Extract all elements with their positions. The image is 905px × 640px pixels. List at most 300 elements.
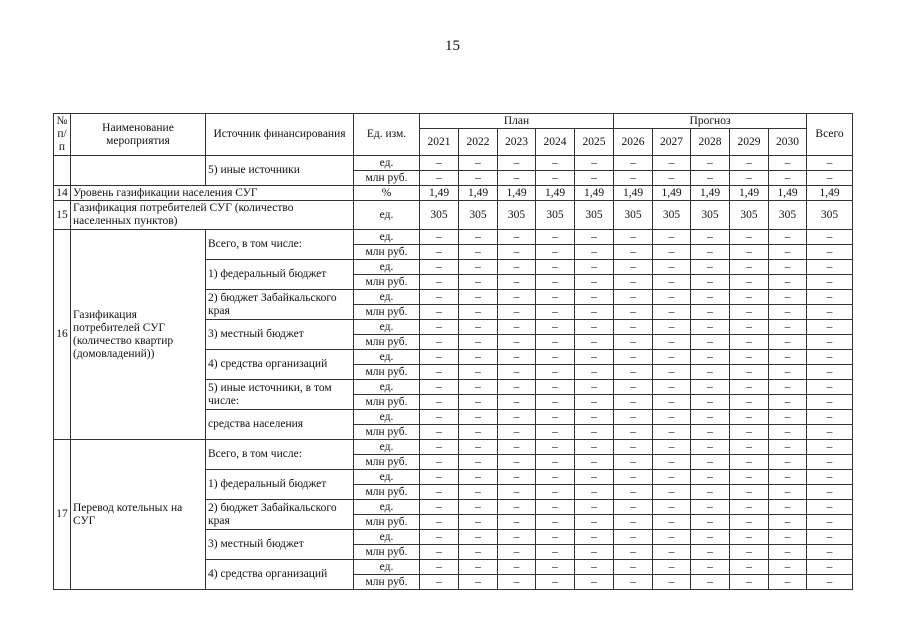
cell-dash: – <box>459 350 498 365</box>
cell-dash: – <box>575 545 614 560</box>
value-cell: 305 <box>614 201 653 230</box>
cell-dash: – <box>807 530 853 545</box>
value-cell: 1,49 <box>653 186 691 201</box>
cell-dash: – <box>498 410 536 425</box>
cell-dash: – <box>653 335 691 350</box>
measure-name: Газификация потребителей СУГ (количество населенных пунктов) <box>71 201 354 230</box>
cell-dash: – <box>653 560 691 575</box>
cell-dash: – <box>536 305 575 320</box>
cell-dash: – <box>769 545 807 560</box>
cell-dash: – <box>575 260 614 275</box>
cell-dash: – <box>459 230 498 245</box>
cell-dash: – <box>536 380 575 395</box>
cell-dash: – <box>691 470 730 485</box>
header-source: Источник финансирования <box>206 114 354 156</box>
value-cell: 1,49 <box>730 186 769 201</box>
cell-dash: – <box>459 260 498 275</box>
cell-dash: – <box>420 440 459 455</box>
unit-cell: ед. <box>354 260 420 275</box>
cell-dash: – <box>459 171 498 186</box>
cell-dash: – <box>807 380 853 395</box>
cell-dash: – <box>653 305 691 320</box>
cell-dash: – <box>575 171 614 186</box>
cell-dash: – <box>807 305 853 320</box>
cell-dash: – <box>730 305 769 320</box>
cell-dash: – <box>459 320 498 335</box>
cell-dash: – <box>653 260 691 275</box>
cell-dash: – <box>807 545 853 560</box>
cell-dash: – <box>653 380 691 395</box>
unit-cell: ед. <box>354 156 420 171</box>
unit-cell: ед. <box>354 350 420 365</box>
unit-cell: ед. <box>354 500 420 515</box>
cell-dash: – <box>807 485 853 500</box>
cell-dash: – <box>575 380 614 395</box>
source-cell: 1) федеральный бюджет <box>206 470 354 500</box>
cell-dash: – <box>536 290 575 305</box>
cell-dash: – <box>459 410 498 425</box>
unit-cell: ед. <box>354 380 420 395</box>
cell-dash: – <box>691 260 730 275</box>
cell-dash: – <box>420 245 459 260</box>
value-cell: 305 <box>769 201 807 230</box>
cell-dash: – <box>807 470 853 485</box>
unit-cell: млн руб. <box>354 455 420 470</box>
cell-dash: – <box>420 275 459 290</box>
cell-dash: – <box>769 515 807 530</box>
value-cell: 305 <box>691 201 730 230</box>
cell-dash: – <box>614 156 653 171</box>
cell-dash: – <box>498 305 536 320</box>
row17-row <box>54 440 853 455</box>
cell-dash: – <box>420 425 459 440</box>
cell-dash: – <box>536 485 575 500</box>
cell-dash: – <box>575 335 614 350</box>
cell-dash: – <box>536 500 575 515</box>
cell-dash: – <box>769 350 807 365</box>
unit-cell: млн руб. <box>354 305 420 320</box>
cell-dash: – <box>769 290 807 305</box>
header-year: 2024 <box>536 129 575 156</box>
cell-dash: – <box>653 171 691 186</box>
value-cell: 1,49 <box>769 186 807 201</box>
cell-dash: – <box>691 320 730 335</box>
cell-dash: – <box>536 365 575 380</box>
cell-dash: – <box>420 260 459 275</box>
cell-dash: – <box>614 575 653 590</box>
row-number: 16 <box>54 230 71 440</box>
cell-dash: – <box>575 290 614 305</box>
cell-dash: – <box>498 335 536 350</box>
cell-dash: – <box>614 515 653 530</box>
row-number: 15 <box>54 201 71 230</box>
cell-dash: – <box>614 275 653 290</box>
cell-dash: – <box>691 410 730 425</box>
cell-dash: – <box>575 245 614 260</box>
cell-dash: – <box>536 455 575 470</box>
cell-dash: – <box>807 575 853 590</box>
cell-dash: – <box>769 485 807 500</box>
cell-dash: – <box>653 425 691 440</box>
cell-dash: – <box>691 305 730 320</box>
cell-dash: – <box>807 171 853 186</box>
value-cell: 1,49 <box>536 186 575 201</box>
source-cell: Всего, в том числе: <box>206 440 354 470</box>
cell-dash: – <box>459 560 498 575</box>
cell-dash: – <box>575 575 614 590</box>
cell-dash: – <box>614 335 653 350</box>
unit-cell: млн руб. <box>354 365 420 380</box>
cell-dash: – <box>498 350 536 365</box>
cell-dash: – <box>459 575 498 590</box>
cell-dash: – <box>807 455 853 470</box>
source-cell: 2) бюджет Забайкальского края <box>206 500 354 530</box>
cell-dash: – <box>730 515 769 530</box>
cell-dash: – <box>498 515 536 530</box>
cell-dash: – <box>614 530 653 545</box>
cell-dash: – <box>769 335 807 350</box>
cell-dash: – <box>730 350 769 365</box>
cell-dash: – <box>575 395 614 410</box>
cell-dash: – <box>769 500 807 515</box>
cell-dash: – <box>420 530 459 545</box>
source-cell: 5) иные источники <box>206 156 354 186</box>
cell-dash: – <box>691 395 730 410</box>
cell-dash: – <box>420 500 459 515</box>
cell-dash: – <box>498 380 536 395</box>
cell-dash: – <box>459 380 498 395</box>
value-cell: 305 <box>536 201 575 230</box>
cell-dash: – <box>498 260 536 275</box>
cell-dash: – <box>575 515 614 530</box>
header-forecast: Прогноз <box>614 114 807 129</box>
cell-dash: – <box>653 290 691 305</box>
cell-dash: – <box>653 575 691 590</box>
cell-dash: – <box>575 350 614 365</box>
cell-dash: – <box>420 455 459 470</box>
cell-dash: – <box>420 365 459 380</box>
cell-dash: – <box>536 275 575 290</box>
cell-dash: – <box>498 575 536 590</box>
cell-dash: – <box>420 485 459 500</box>
row-number: 17 <box>54 440 71 590</box>
cell-dash: – <box>498 545 536 560</box>
cell-dash: – <box>459 275 498 290</box>
cell-dash: – <box>730 156 769 171</box>
cell-dash: – <box>730 335 769 350</box>
cell-dash: – <box>498 395 536 410</box>
cell-dash: – <box>614 380 653 395</box>
unit-cell: ед. <box>354 440 420 455</box>
cell-dash: – <box>498 440 536 455</box>
cell-dash: – <box>691 485 730 500</box>
cell-dash: – <box>769 365 807 380</box>
cell-dash: – <box>730 260 769 275</box>
cell-dash: – <box>730 275 769 290</box>
cell-dash: – <box>807 260 853 275</box>
cell-dash: – <box>769 380 807 395</box>
cell-dash: – <box>614 365 653 380</box>
cell-dash: – <box>691 530 730 545</box>
cell-dash: – <box>614 485 653 500</box>
cell-dash: – <box>730 245 769 260</box>
cell-dash: – <box>730 230 769 245</box>
unit-cell: ед. <box>354 470 420 485</box>
cell-dash: – <box>420 545 459 560</box>
cell-dash: – <box>769 410 807 425</box>
cell-dash: – <box>691 275 730 290</box>
cell-dash: – <box>691 380 730 395</box>
cell-dash: – <box>498 470 536 485</box>
value-cell: 305 <box>459 201 498 230</box>
unit-cell: млн руб. <box>354 245 420 260</box>
cell-dash: – <box>653 545 691 560</box>
cell-dash: – <box>498 290 536 305</box>
cell-dash: – <box>691 245 730 260</box>
cell-dash: – <box>575 305 614 320</box>
cell-dash: – <box>730 560 769 575</box>
cell-dash: – <box>498 275 536 290</box>
header-unit: Ед. изм. <box>354 114 420 156</box>
row-15 <box>54 201 853 230</box>
cell-dash: – <box>769 560 807 575</box>
cell-dash: – <box>420 230 459 245</box>
cell-dash: – <box>459 500 498 515</box>
cell-dash: – <box>498 230 536 245</box>
cell-dash: – <box>420 395 459 410</box>
cell-dash: – <box>653 410 691 425</box>
cell-dash: – <box>536 560 575 575</box>
cell-dash: – <box>536 171 575 186</box>
cell-dash: – <box>575 470 614 485</box>
cell-dash: – <box>459 156 498 171</box>
cell-dash: – <box>807 290 853 305</box>
cell-dash: – <box>653 230 691 245</box>
header-year: 2028 <box>691 129 730 156</box>
header-plan: План <box>420 114 614 129</box>
unit-cell: млн руб. <box>354 545 420 560</box>
unit-cell: млн руб. <box>354 335 420 350</box>
unit-cell: млн руб. <box>354 395 420 410</box>
cell-dash: – <box>614 260 653 275</box>
header-year: 2027 <box>653 129 691 156</box>
cell-dash: – <box>459 440 498 455</box>
cell-dash: – <box>769 425 807 440</box>
cell-dash: – <box>691 500 730 515</box>
cell-dash: – <box>730 380 769 395</box>
unit-cell: ед. <box>354 560 420 575</box>
cell-dash: – <box>691 350 730 365</box>
cell-dash: – <box>691 575 730 590</box>
cell-dash: – <box>691 455 730 470</box>
cell-dash: – <box>614 395 653 410</box>
cell-dash: – <box>420 156 459 171</box>
cell-dash: – <box>730 425 769 440</box>
cell-dash: – <box>575 365 614 380</box>
cell-dash: – <box>769 440 807 455</box>
cell-dash: – <box>730 410 769 425</box>
cell-dash: – <box>614 410 653 425</box>
cell-dash: – <box>614 320 653 335</box>
value-cell: 305 <box>420 201 459 230</box>
source-cell: 1) федеральный бюджет <box>206 260 354 290</box>
cell-dash: – <box>769 245 807 260</box>
cell-dash: – <box>807 500 853 515</box>
cell-dash: – <box>420 171 459 186</box>
cell-dash: – <box>730 171 769 186</box>
cell-dash: – <box>653 245 691 260</box>
cell-dash: – <box>769 320 807 335</box>
cell-dash: – <box>536 530 575 545</box>
header-year: 2025 <box>575 129 614 156</box>
cell-dash: – <box>653 320 691 335</box>
cell-dash: – <box>459 515 498 530</box>
cell-dash: – <box>769 455 807 470</box>
cell-dash: – <box>459 335 498 350</box>
cell-dash: – <box>769 260 807 275</box>
cell-dash: – <box>575 560 614 575</box>
cell-dash: – <box>459 485 498 500</box>
value-cell: 1,49 <box>575 186 614 201</box>
cell-dash: – <box>459 545 498 560</box>
cell-dash: – <box>420 350 459 365</box>
cell-dash: – <box>653 530 691 545</box>
unit-cell: ед. <box>354 320 420 335</box>
cell-dash: – <box>575 156 614 171</box>
cell-dash: – <box>536 410 575 425</box>
cell-dash: – <box>614 350 653 365</box>
cell-dash: – <box>614 440 653 455</box>
cell-dash: – <box>420 320 459 335</box>
cell-dash: – <box>807 245 853 260</box>
cell-empty <box>54 156 71 186</box>
cell-dash: – <box>653 470 691 485</box>
cell-dash: – <box>653 156 691 171</box>
header-year: 2022 <box>459 129 498 156</box>
unit-cell: млн руб. <box>354 171 420 186</box>
program-table <box>53 113 853 590</box>
cell-dash: – <box>420 560 459 575</box>
cell-dash: – <box>691 560 730 575</box>
header-year: 2029 <box>730 129 769 156</box>
cell-dash: – <box>691 425 730 440</box>
cell-dash: – <box>536 440 575 455</box>
unit-cell: млн руб. <box>354 275 420 290</box>
source-cell: 3) местный бюджет <box>206 320 354 350</box>
cell-dash: – <box>730 395 769 410</box>
header-row <box>54 114 853 129</box>
source-cell: 3) местный бюджет <box>206 530 354 560</box>
cell-dash: – <box>691 515 730 530</box>
cell-dash: – <box>459 455 498 470</box>
value-cell: 305 <box>575 201 614 230</box>
cell-dash: – <box>807 395 853 410</box>
source-cell: средства населения <box>206 410 354 440</box>
cell-dash: – <box>420 410 459 425</box>
value-cell: 305 <box>807 201 853 230</box>
header-total: Всего <box>807 114 853 156</box>
cell-dash: – <box>498 365 536 380</box>
cell-dash: – <box>420 515 459 530</box>
cell-dash: – <box>807 425 853 440</box>
cell-dash: – <box>691 545 730 560</box>
header-no: № п/п <box>54 114 71 156</box>
unit-cell: ед. <box>354 201 420 230</box>
cell-dash: – <box>575 230 614 245</box>
value-cell: 1,49 <box>691 186 730 201</box>
cell-dash: – <box>536 395 575 410</box>
cell-dash: – <box>730 470 769 485</box>
source-cell: 4) средства организаций <box>206 560 354 590</box>
cell-dash: – <box>653 365 691 380</box>
cell-dash: – <box>614 305 653 320</box>
cell-dash: – <box>730 500 769 515</box>
cell-dash: – <box>653 515 691 530</box>
cell-dash: – <box>575 275 614 290</box>
cell-dash: – <box>653 395 691 410</box>
measure-name: Уровень газификации населения СУГ <box>71 186 354 201</box>
cell-dash: – <box>536 425 575 440</box>
cell-dash: – <box>498 530 536 545</box>
cell-dash: – <box>691 440 730 455</box>
cell-dash: – <box>498 171 536 186</box>
cell-dash: – <box>575 425 614 440</box>
cell-empty <box>71 156 206 186</box>
cell-dash: – <box>653 275 691 290</box>
cell-dash: – <box>807 230 853 245</box>
measure-name: Газификация потребителей СУГ (количество квартир (домовладений)) <box>71 230 206 440</box>
measure-name: Перевод котельных на СУГ <box>71 440 206 590</box>
cell-dash: – <box>653 350 691 365</box>
value-cell: 305 <box>730 201 769 230</box>
cell-dash: – <box>769 156 807 171</box>
cell-dash: – <box>614 171 653 186</box>
value-cell: 305 <box>498 201 536 230</box>
cell-dash: – <box>807 350 853 365</box>
cell-dash: – <box>420 305 459 320</box>
cell-dash: – <box>498 320 536 335</box>
header-name: Наименование мероприятия <box>71 114 206 156</box>
header-year: 2026 <box>614 129 653 156</box>
value-cell: 305 <box>653 201 691 230</box>
cell-dash: – <box>730 485 769 500</box>
cell-dash: – <box>575 410 614 425</box>
cell-dash: – <box>769 171 807 186</box>
cell-dash: – <box>536 515 575 530</box>
cell-dash: – <box>498 156 536 171</box>
source-cell: 2) бюджет Забайкальского края <box>206 290 354 320</box>
cell-dash: – <box>807 275 853 290</box>
cell-dash: – <box>420 470 459 485</box>
cell-dash: – <box>459 395 498 410</box>
cell-dash: – <box>536 230 575 245</box>
cell-dash: – <box>730 455 769 470</box>
unit-cell: ед. <box>354 290 420 305</box>
value-cell: 1,49 <box>459 186 498 201</box>
cell-dash: – <box>614 290 653 305</box>
unit-cell: % <box>354 186 420 201</box>
cell-dash: – <box>691 230 730 245</box>
cell-dash: – <box>536 260 575 275</box>
cell-dash: – <box>536 470 575 485</box>
cell-dash: – <box>614 245 653 260</box>
cell-dash: – <box>691 335 730 350</box>
value-cell: 1,49 <box>807 186 853 201</box>
cell-dash: – <box>420 575 459 590</box>
unit-cell: ед. <box>354 410 420 425</box>
row-number: 14 <box>54 186 71 201</box>
unit-cell: млн руб. <box>354 485 420 500</box>
